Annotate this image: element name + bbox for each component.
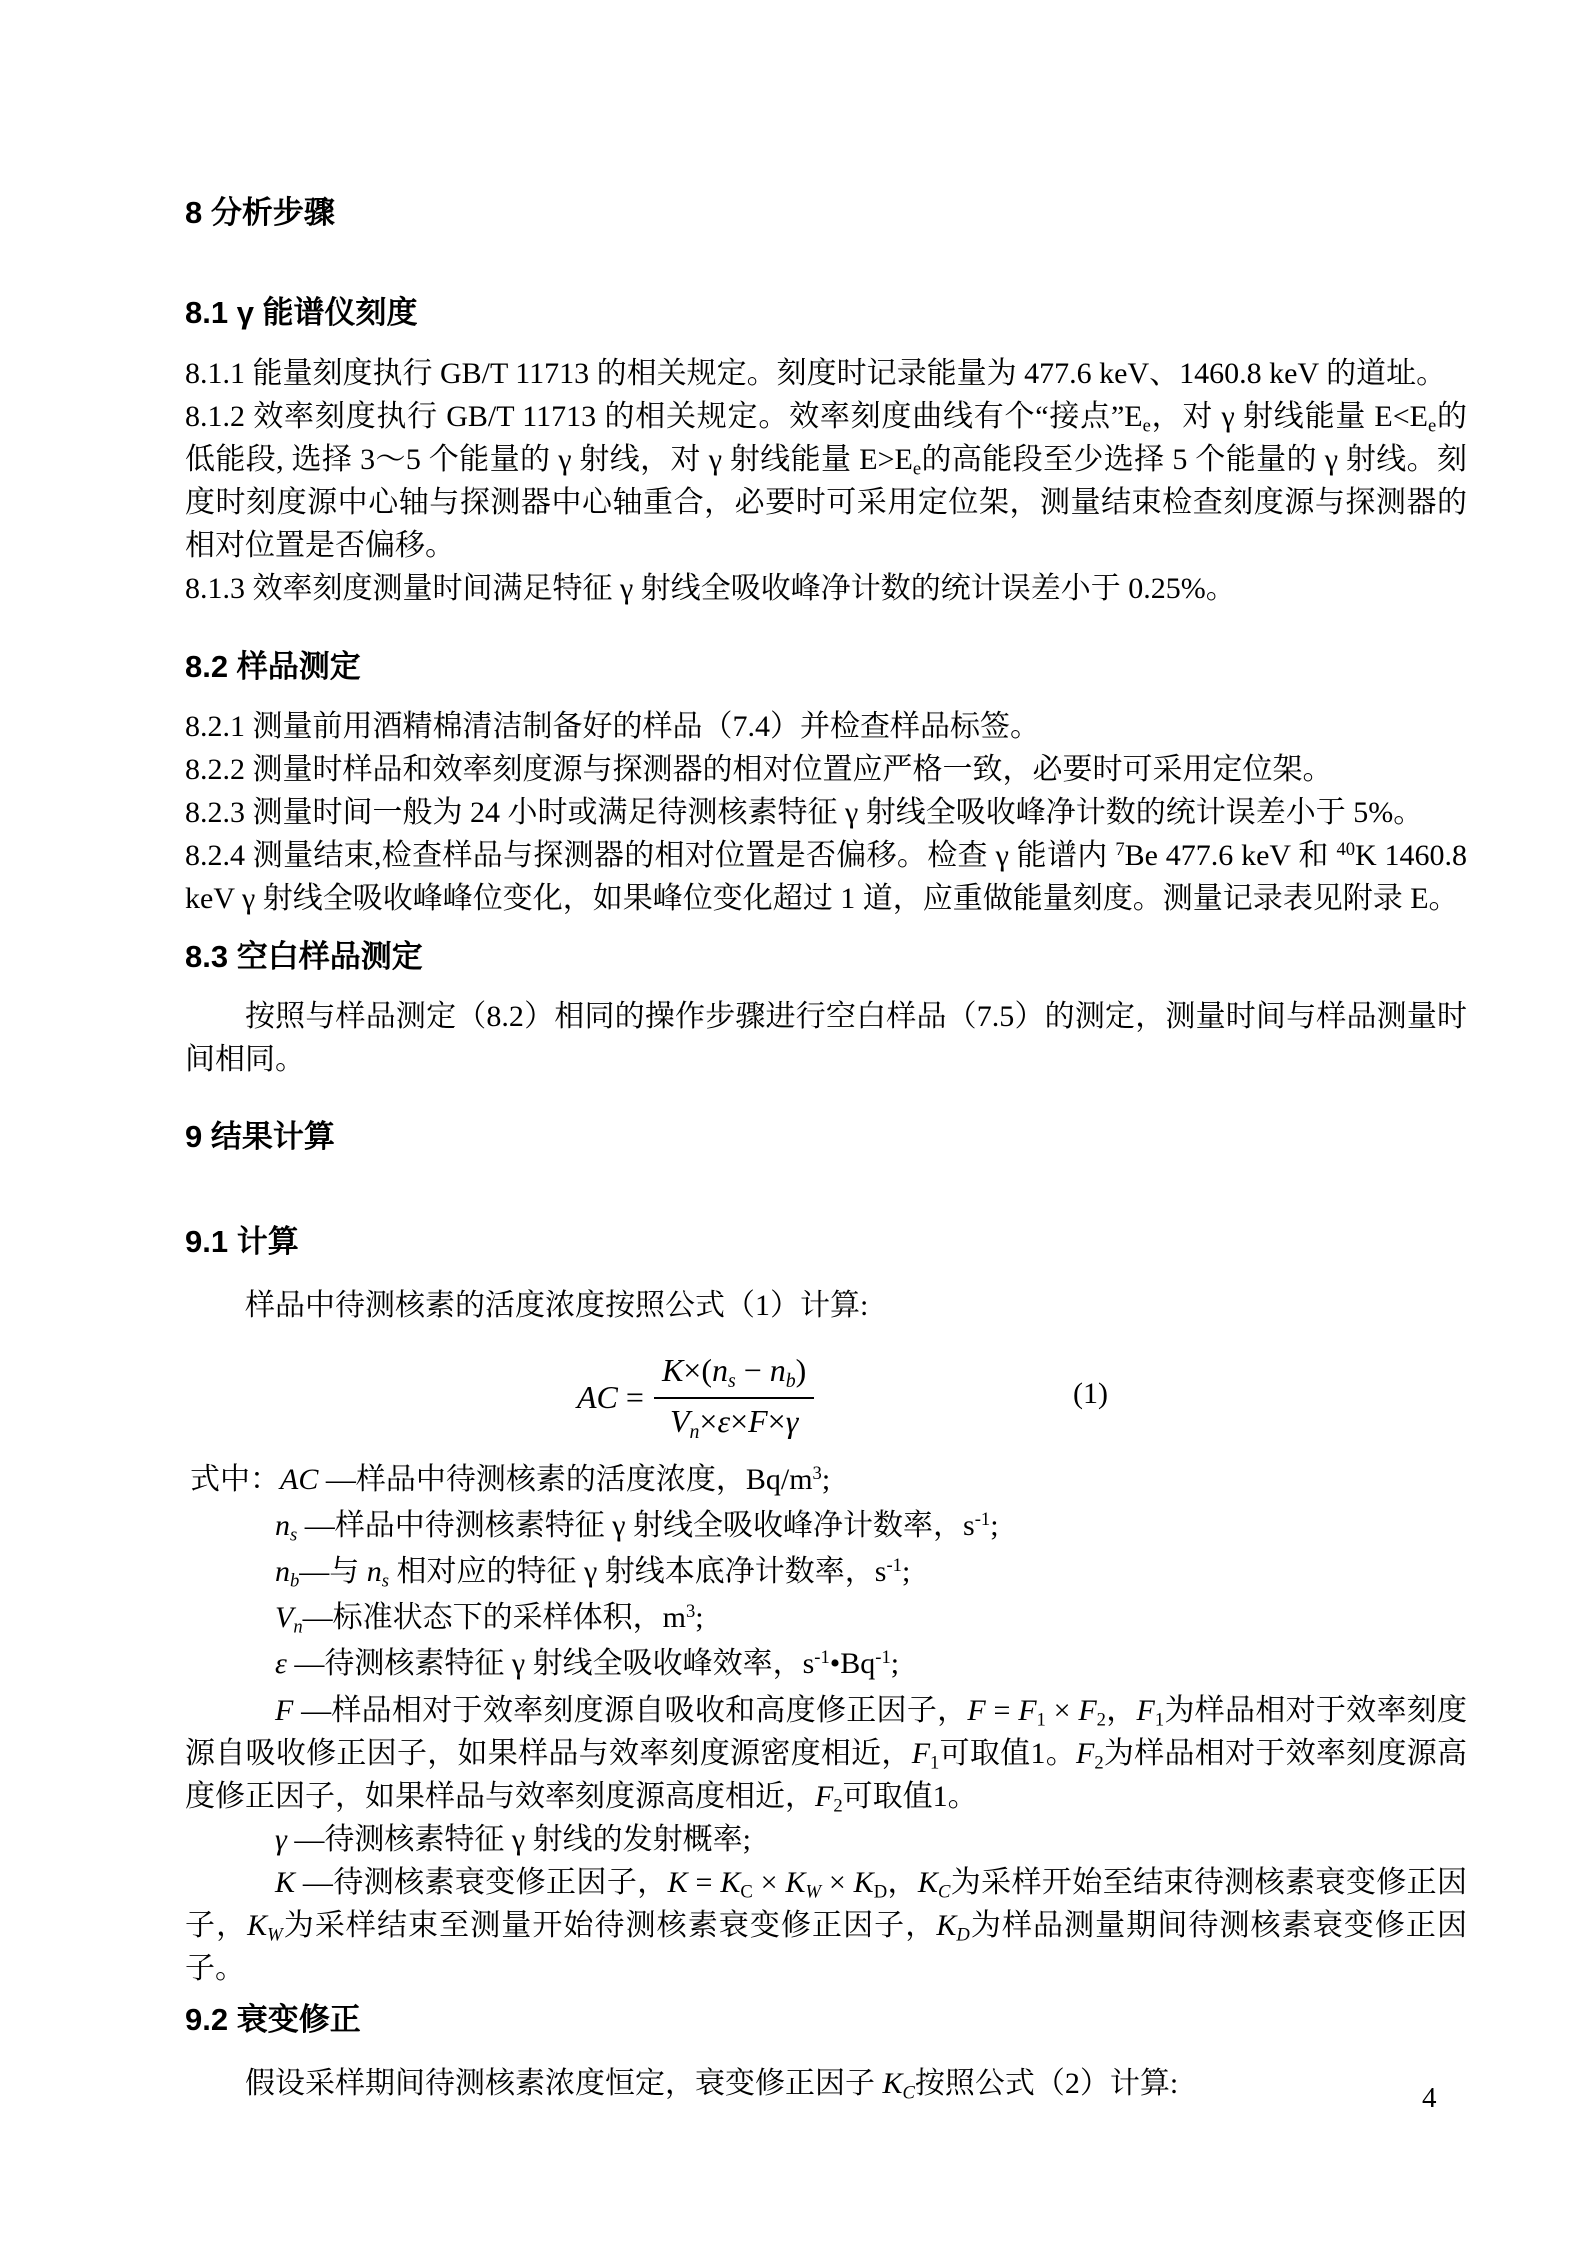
heading-8-2-sample-measurement: 8.2 样品测定 — [185, 649, 361, 684]
heading-9-1-calculation: 9.1 计算 — [185, 1224, 299, 1259]
para-8-1-3: 8.1.3 效率刻度测量时间满足特征 γ 射线全吸收峰净计数的统计误差小于 0.25%。 — [185, 572, 1236, 605]
para-8-1-1: 8.1.1 能量刻度执行 GB/T 11713 的相关规定。刻度时记录能量为 477.6 keV、1460.8 keV 的道址。 — [185, 357, 1447, 390]
definition-epsilon: ε —待测核素特征 γ 射线全吸收峰效率，$s^{-1}•Bq^{-1}$; — [275, 1646, 900, 1680]
definition-vn: Vn—标准状态下的采样体积，$m^3$; — [275, 1600, 704, 1638]
para-8-2-4: 8.2.4 测量结束,检查样品与探测器的相对位置是否偏移。检查 γ 能谱内 $^7$Be 477.6 keV 和 $^{40}$K 1460.8 keV γ 射线全吸收峰峰位变化，如果峰位变化超过 1 道，应重做能量刻度。测量记录表见附录 E。 — [185, 838, 1467, 915]
heading-9-result-calculation: 9 结果计算 — [185, 1119, 335, 1154]
equation-1-lhs: AC = — [577, 1378, 644, 1415]
heading-8-1-gamma-spectrometer-calibration: 8.1 γ 能谱仪刻度 — [185, 295, 418, 330]
equation-1-fraction — [654, 1352, 814, 1443]
definition-k: K —待测核素衰变修正因子，K = KC × KW × KD，KC为采样开始至结束待测核素衰变修正因子，KW为采样结束至测量开始待测核素衰变修正因子，KD为样品测量期间待测核素衰变修正因子。 — [185, 1866, 1468, 1985]
para-9-2-intro: 假设采样期间待测核素浓度恒定，衰变修正因子 KC按照公式（2）计算: — [245, 2067, 1179, 2104]
equation-1-expression — [577, 1347, 814, 1447]
definition-ac: 式中：AC —样品中待测核素的活度浓度，$Bq/m^3$; — [190, 1462, 831, 1496]
definition-nb: nb—与 ns 相对应的特征 γ 射线本底净计数率，$s^{-1}$; — [275, 1554, 911, 1592]
equation-1-denominator: Vn×ε×F×γ — [669, 1402, 799, 1443]
para-8-3: 按照与样品测定（8.2）相同的操作步骤进行空白样品（7.5）的测定，测量时间与样品测量时间相同。 — [185, 1000, 1467, 1076]
equation-1-label: (1) — [1073, 1377, 1108, 1410]
para-8-2-2: 8.2.2 测量时样品和效率刻度源与探测器的相对位置应严格一致，必要时可采用定位架。 — [185, 753, 1333, 786]
para-8-2-1: 8.2.1 测量前用酒精棉清洁制备好的样品（7.4）并检查样品标签。 — [185, 710, 1040, 743]
heading-8-analysis-steps: 8 分析步骤 — [185, 195, 335, 230]
definition-gamma: γ —待测核素特征 γ 射线的发射概率; — [275, 1823, 751, 1856]
equation-1 — [185, 1347, 1467, 1447]
para-8-1-2: 8.1.2 效率刻度执行 GB/T 11713 的相关规定。效率刻度曲线有个“接点”Ee，对 γ 射线能量 E<Ee的低能段, 选择 3～5 个能量的 γ 射线，对 γ 射线能量 E>Ee的高能段至少选择 5 个能量的 γ 射线。刻度时刻度源中心轴与探测器中心轴重合，必要时可采用定位架，测量结束检查刻度源与探测器的相对位置是否偏移。 — [185, 400, 1468, 562]
heading-9-2-decay-correction: 9.2 衰变修正 — [185, 2002, 361, 2037]
definition-f: F —样品相对于效率刻度源自吸收和高度修正因子，F = F1 × F2，F1为样品相对于效率刻度源自吸收修正因子，如果样品与效率刻度源密度相近，F1可取值1。F2为样品相对于效率刻度源高度修正因子，如果样品与效率刻度源高度相近，F2可取值1。 — [185, 1694, 1468, 1817]
heading-8-3-blank-sample-measurement: 8.3 空白样品测定 — [185, 939, 423, 974]
para-8-2-3: 8.2.3 测量时间一般为 24 小时或满足待测核素特征 γ 射线全吸收峰净计数的统计误差小于 5%。 — [185, 796, 1424, 829]
para-9-1-intro: 样品中待测核素的活度浓度按照公式（1）计算: — [245, 1289, 869, 1322]
equation-1-numerator: K×(ns − nb) — [654, 1352, 814, 1399]
page-number: 4 — [1422, 2082, 1437, 2114]
definition-ns: ns —样品中待测核素特征 γ 射线全吸收峰净计数率，$s^{-1}$; — [275, 1508, 999, 1546]
